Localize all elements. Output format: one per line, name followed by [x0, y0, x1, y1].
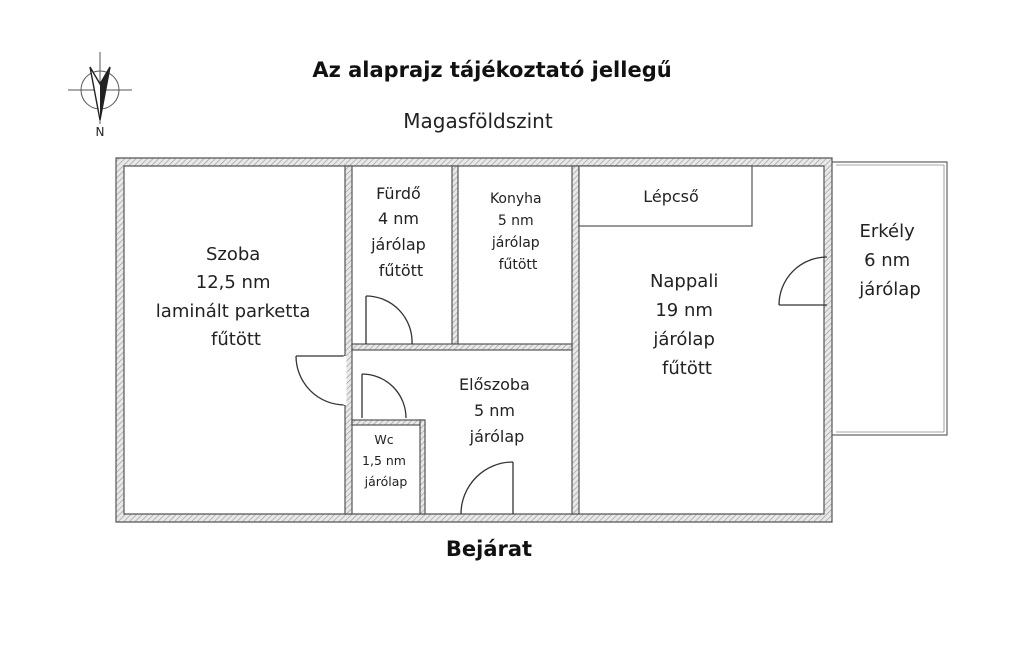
room-area: 12,5 nm [195, 272, 271, 293]
room-area: 4 nm [377, 209, 419, 228]
room-area: 19 nm [655, 300, 713, 321]
svg-text:Konyha 5 nm járóla [490, 191, 546, 273]
room-name: Fürdő [376, 184, 421, 203]
room-erkely [858, 221, 921, 300]
compass-icon [68, 52, 132, 139]
room-floor: járólap [859, 279, 921, 300]
room-name: Konyha [489, 191, 542, 207]
room-eloszoba [459, 375, 535, 446]
room-name: Nappali [649, 271, 719, 292]
room-area: 5 nm [473, 401, 515, 420]
room-floor: járólap [491, 235, 540, 251]
room-name: Lépcső [643, 187, 699, 206]
svg-text:Nappali 19 nm járó [650, 271, 724, 379]
room-floor: járólap [371, 235, 426, 254]
svg-text:Wc 1,5 nm járólap [362, 432, 410, 489]
svg-text:Erkély 6 nm járóla [858, 221, 921, 300]
compass-north-label: N [95, 125, 105, 139]
room-area: 5 nm [497, 213, 534, 229]
room-wc [362, 432, 410, 489]
room-name: Szoba [205, 244, 261, 265]
floor-level-label: Magasföldszint [403, 109, 553, 133]
room-name: Wc [374, 432, 394, 447]
room-furdo [370, 184, 431, 280]
entrance-label: Bejárat [445, 537, 533, 561]
room-heating: fűtött [211, 329, 261, 350]
room-name: Erkély [859, 221, 915, 242]
room-floor: laminált parketta [155, 301, 311, 322]
plan-title: Az alaprajz tájékoztató jellegű [312, 58, 672, 82]
room-konyha [490, 191, 546, 273]
room-nappali [650, 271, 724, 379]
room-name: Előszoba [459, 375, 530, 394]
room-heating: fűtött [378, 261, 424, 280]
room-floor: járólap [364, 474, 408, 489]
room-floor: járólap [469, 427, 525, 446]
room-szoba [156, 244, 316, 350]
room-heating: fűtött [662, 358, 712, 379]
svg-text:Szoba 12,5 nm lami [156, 244, 316, 350]
room-area: 1,5 nm [362, 453, 406, 468]
svg-text:Lépcső [643, 187, 699, 206]
svg-text:Fürdő 4 nm járólap [370, 184, 431, 280]
room-floor: járólap [653, 329, 715, 350]
room-area: 6 nm [864, 250, 911, 271]
room-heating: fűtött [498, 257, 538, 273]
svg-text:Előszoba 5 nm járó [459, 375, 535, 446]
room-lepcso [643, 187, 699, 206]
